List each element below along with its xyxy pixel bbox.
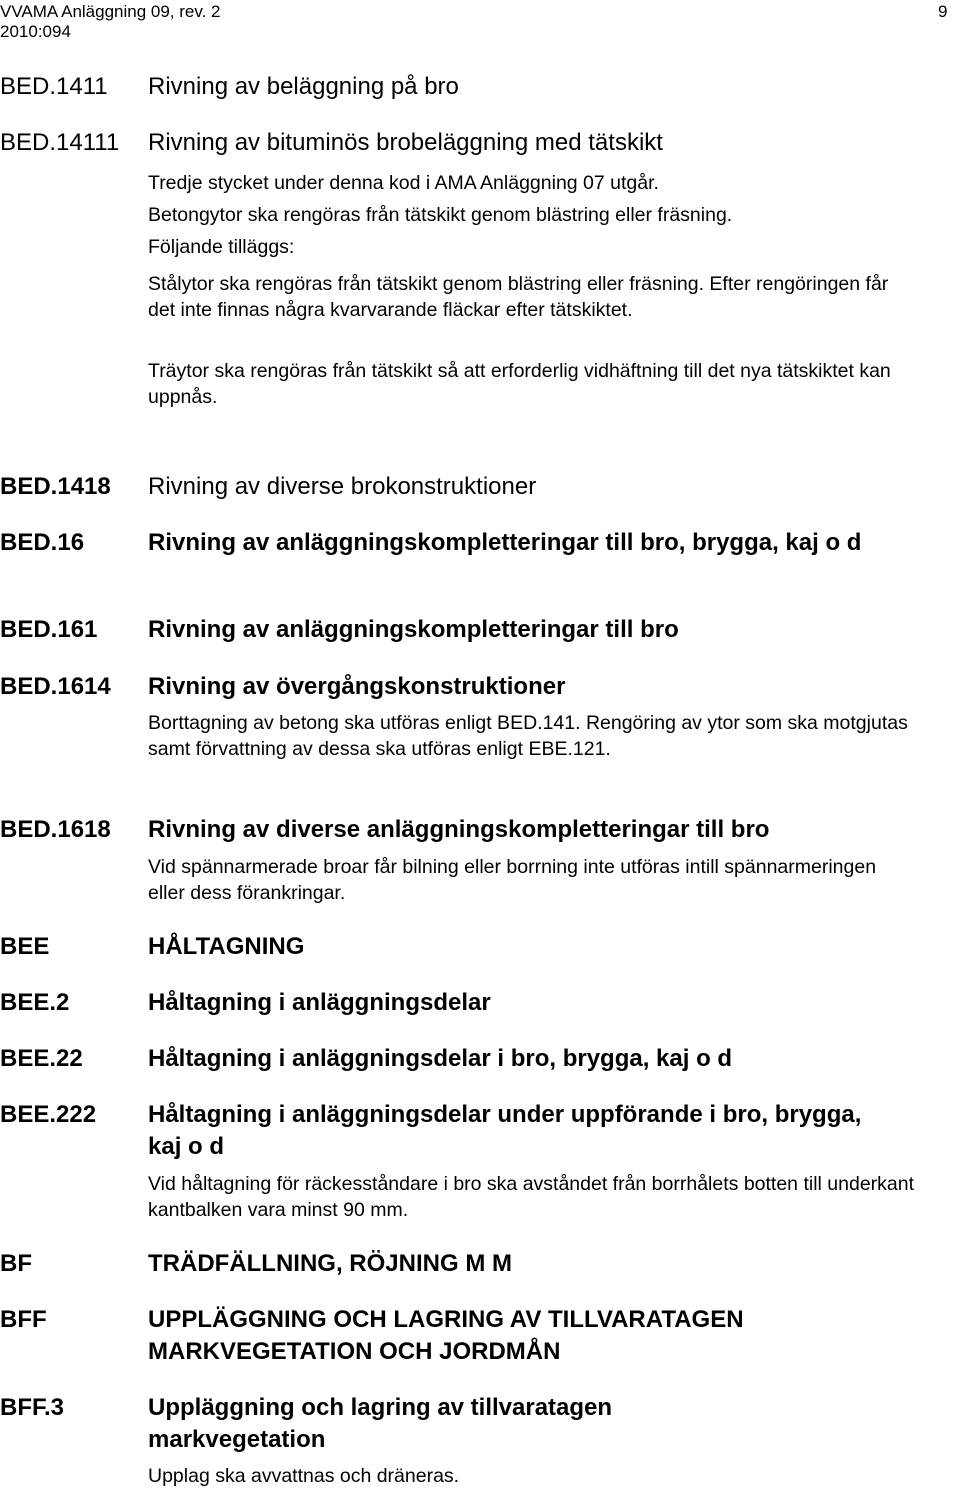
page-number: 9 xyxy=(938,2,948,21)
section-code: BFF xyxy=(0,1306,47,1333)
section-title: Håltagning i anläggningsdelar xyxy=(148,989,491,1016)
section-code: BED.1411 xyxy=(0,73,108,100)
section-title: Rivning av diverse brokonstruktioner xyxy=(148,473,537,500)
section-title: Rivning av anläggningskompletteringar till bro, brygga, kaj o d xyxy=(148,529,862,556)
section-title: Uppläggning och lagring av tillvaratagen markvegetation xyxy=(148,1394,613,1453)
section-code: BEE xyxy=(0,933,50,960)
paragraph: Stålytor ska rengöras från tätskikt genom blästring eller fräsning. Efter rengöringen får det inte finnas några kvarvarande fläckar efter tätskiktet. xyxy=(148,273,889,321)
section-code: BED.1614 xyxy=(0,673,111,700)
paragraph: Följande tilläggs: xyxy=(148,236,295,258)
section-title: Rivning av anläggningskompletteringar till bro xyxy=(148,616,679,643)
section-code: BEE.222 xyxy=(0,1101,97,1128)
document-title: VVAMA Anläggning 09, rev. 2 xyxy=(0,2,221,21)
section-code: BED.16 xyxy=(0,529,85,556)
paragraph: Upplag ska avvattnas och dräneras. xyxy=(148,1465,460,1487)
section-code: BEE.22 xyxy=(0,1045,83,1072)
section-code: BED.1618 xyxy=(0,816,111,843)
paragraph: Tredje stycket under denna kod i AMA Anläggning 07 utgår. xyxy=(148,172,659,194)
paragraph: Borttagning av betong ska utföras enligt BED.141. Rengöring av ytor som ska motgjutas samt förvattning av dessa ska utföras enligt EBE.121. xyxy=(148,712,908,760)
section-title: UPPLÄGGNING OCH LAGRING AV TILLVARATAGEN MARKVEGETATION OCH JORDMÅN xyxy=(148,1306,744,1365)
section-title: Håltagning i anläggningsdelar under uppförande i bro, brygga, kaj o d xyxy=(148,1101,862,1160)
document-code: 2010:094 xyxy=(0,22,71,41)
paragraph: Vid håltagning för räckesståndare i bro ska avståndet från borrhålets botten till underkant kantbalken vara minst 90 mm. xyxy=(148,1173,915,1221)
section-code: BED.14111 xyxy=(0,129,120,156)
section-title: Håltagning i anläggningsdelar i bro, brygga, kaj o d xyxy=(148,1045,733,1072)
paragraph: Träytor ska rengöras från tätskikt så att erforderlig vidhäftning till det nya tätskiktet kan uppnås. xyxy=(148,360,891,408)
section-code: BF xyxy=(0,1250,32,1277)
section-title: Rivning av beläggning på bro xyxy=(148,73,459,100)
section-title: Rivning av övergångskonstruktioner xyxy=(148,673,566,700)
paragraph: Betongytor ska rengöras från tätskikt genom blästring eller fräsning. xyxy=(148,204,733,226)
section-title: HÅLTAGNING xyxy=(148,933,305,960)
section-code: BFF.3 xyxy=(0,1394,65,1421)
section-code: BED.161 xyxy=(0,616,98,643)
section-title: Rivning av bituminös brobeläggning med tätskikt xyxy=(148,129,663,156)
section-code: BEE.2 xyxy=(0,989,70,1016)
section-title: Rivning av diverse anläggningskompletteringar till bro xyxy=(148,816,770,843)
section-title: TRÄDFÄLLNING, RÖJNING M M xyxy=(148,1250,512,1277)
paragraph: Vid spännarmerade broar får bilning eller borrning inte utföras intill spännarmeringen eller dess förankringar. xyxy=(148,856,877,904)
section-code: BED.1418 xyxy=(0,473,111,500)
